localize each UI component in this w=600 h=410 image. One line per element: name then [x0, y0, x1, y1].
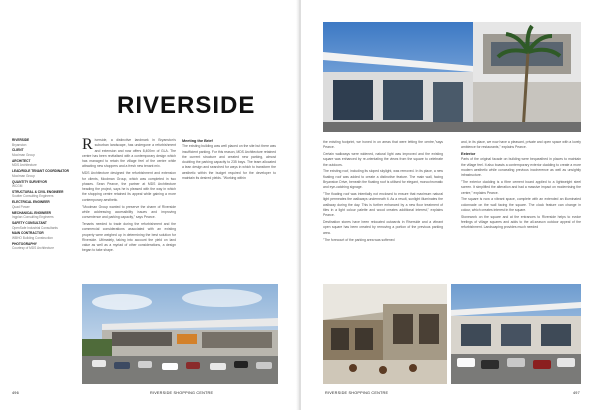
paragraph: Destination stores have been relocated outwards in Riverside and a vibrant open square has been created by removing a portion of the previous parking area. [323, 220, 443, 235]
credit-name: Moolman Group [12, 173, 35, 178]
paragraph: The square is now a vibrant space, complete with an extended an illuminated colonnade on the wall facing the square. The clock feature can change in colour, which creates interest in the square. [461, 197, 581, 213]
credit-entry [12, 200, 72, 209]
photo-floating-roof [323, 22, 581, 132]
right-column-2 [461, 140, 581, 232]
paragraph: and, in its place, we now have a pleasant, private and open space with a lovely ambience for restaurants," explains Pearce. [461, 140, 581, 150]
left-column-2 [182, 138, 276, 183]
right-page [301, 0, 600, 410]
credit-name: OpenSafe Industrial Consultants [12, 225, 58, 230]
credit-role: QUANTITY SURVEYOR [12, 179, 47, 184]
credit-entry [12, 180, 72, 189]
credit-name: Soutter Consulting Engineers [12, 194, 54, 199]
credit-role: RIVERSIDE [12, 138, 30, 142]
paragraph: The existing building was well placed on the site but there was insufficient parking. For this reason, MDS Architecture retained the current structure and created new parking, almost doubling the parking capacity to 235 bays. The team allocated a lean design and searched for ways in which to transform the aesthetic within the budget required for the developer to maintain its desired yields. "Working within [182, 144, 276, 181]
credit-entry [12, 221, 72, 230]
credit-role: ARCHITECT [12, 158, 31, 163]
photo-courtyard-image [323, 284, 447, 384]
section-subhead: Meeting the Brief [182, 139, 213, 143]
project-credits [12, 138, 72, 252]
credit-name: Quad Power [12, 204, 30, 209]
credit-role: LEAD/ROLE TENANT COORDINATOR [12, 169, 69, 174]
credit-entry [12, 169, 72, 178]
credit-entry [12, 242, 72, 251]
credit-entry [12, 190, 72, 199]
photo-car-park-image [451, 284, 581, 384]
right-column-1 [323, 140, 443, 244]
paragraph: "The exterior cladding is a fibre cement board applied to a lightweight steel screen. It simplified the alteration and had a massive impact on modernising the centre," explains Pearce. [461, 180, 581, 195]
paragraph: Certain walkways were widened, natural light was improved and the existing square was enhanced by re-orientating the views from the square to celebrate the outdoors. [323, 152, 443, 167]
drop-cap: R [82, 136, 93, 153]
credit-role: PHOTOGRAPHY [12, 241, 37, 246]
paragraph: the existing footprint, we honed in on areas that were letting the centre,"says Pearce. [323, 140, 443, 150]
photo-floating-roof-image [323, 22, 581, 132]
credit-name: WBHO Building Construction [12, 235, 53, 240]
paragraph: MDS Architecture designed the refurbishment and extension for clients, Moolman Group, which was completed in two phases. Sean Pearce, the partner at MDS Architecture heading the project, says he is pleased with the way in which the shopping centre retained its appeal while gaining a more contemporary aesthetic. [82, 171, 176, 202]
paragraph: "The forecourt of the parking area was softened [323, 237, 395, 242]
credit-entry [12, 138, 72, 147]
credit-entry [12, 231, 72, 240]
paragraph: iverside, a distinctive landmark in Bryanston's suburban landscape, has undergone a refurbishment and extension and now offers 8,400m² of GLA. The centre has been revitalised with a contemporary design which has managed to retain the village feel of the centre while attracting new shoppers and a fresh new tenant mix. [82, 138, 176, 169]
photo-centre-exterior [82, 284, 278, 384]
credit-name: Courtesy of MDS Architecture [12, 246, 54, 251]
credit-entry [12, 159, 72, 168]
left-column-1 [82, 138, 176, 255]
credit-name: Bryanston [12, 142, 27, 147]
credit-name: Moolman Group [12, 152, 35, 157]
folio-right: 497 [573, 391, 580, 395]
credit-entry [12, 148, 72, 157]
credit-name: Ingplan Consulting Engineers [12, 215, 54, 220]
credit-name: MDS Architecture [12, 163, 37, 168]
photo-car-park [451, 284, 581, 384]
credit-role: CLIENT [12, 148, 24, 153]
section-subhead: Exterior [461, 152, 476, 157]
paragraph: The existing roof, including its sloped skylight, was removed. In its place, a new floating roof was added to create a distinctive feature. The main wall, facing Bryanston Drive, beneath the floating roof is utilised for elegant, monochromatic and eye-catching signage. [323, 169, 443, 190]
paragraph: "Moolman Group wanted to preserve the charm of Riverside while addressing accessibility issues and improving convenience and parking capacity," says Pearce. [82, 204, 176, 220]
photo-courtyard [323, 284, 447, 384]
credit-name: WCGM [12, 184, 23, 189]
credit-role: STRUCTURAL & CIVIL ENGINEER [12, 189, 64, 194]
paragraph: Stonework on the square and at the entrances to Riverside helps to evoke feelings of village squares and adds to the all-season outdoor appeal of the refurbishment. Landscaping provides much needed [461, 214, 581, 230]
left-page [0, 0, 299, 410]
photo-centre-exterior-image [82, 284, 278, 384]
credit-role: ELECTRICAL ENGINEER [12, 200, 50, 205]
paragraph: Parts of the original facade on building were bequeathed in places to maintain the village feel. It also boasts a contemporary exterior cladding to create a more modern aesthetic while concealing previous incoherence as well as unsightly infrastructure. [461, 157, 581, 178]
paragraph: Tenants needed to trade during the refurbishment and the commercial considerations associated with an existing property were weighed up in determining the best solution for Riverside. Ultimately, taking into account the yield on land value as well as a myriad of other considerations, a design began to take shape. [82, 221, 176, 253]
credit-role: SAFETY CONSULTANT [12, 221, 47, 225]
credit-role: MECHANICAL ENGINEER [12, 210, 51, 215]
folio-left: 496 [12, 391, 19, 395]
running-footer-right: RIVERSIDE SHOPPING CENTRE [325, 391, 389, 395]
paragraph: "The floating roof was intentially not enclosed to ensure that maximum natural light permeates the walkways underneath it. As a result, sunlight illuminates the walkway during the day. This is further enhanced by a new floor treatment of tiles in a light colour palette and wood creates additional interest," explains Pearce. [323, 192, 443, 218]
running-footer-left: RIVERSIDE SHOPPING CENTRE [150, 391, 214, 395]
credit-entry [12, 211, 72, 220]
credit-role: MAIN CONTRACTOR [12, 231, 44, 236]
article-title: RIVERSIDE [117, 92, 256, 119]
